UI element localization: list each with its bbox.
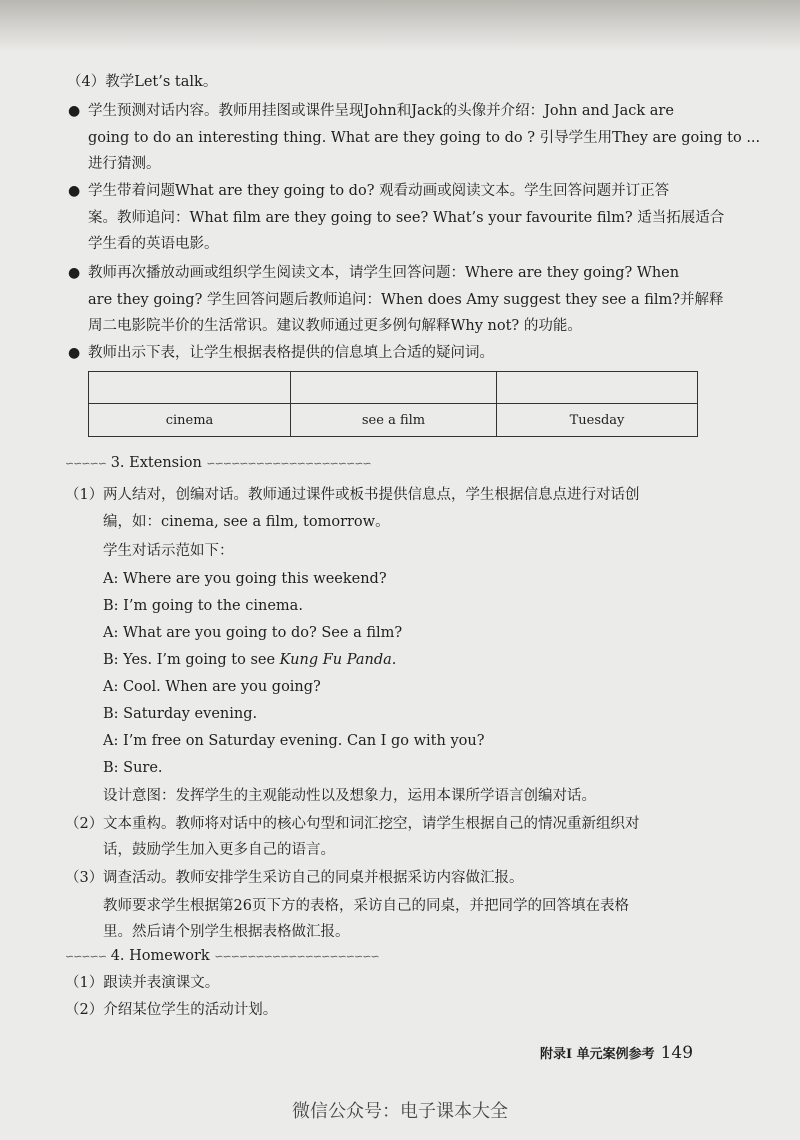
dialog-line: A: Where are you going this weekend? bbox=[103, 571, 387, 587]
item-label: （3） bbox=[65, 870, 104, 886]
bullet-line: 案。教师追问：What film are they going to see? What’s your favourite film? 适当拓展适合 bbox=[88, 210, 725, 226]
film-title: Kung Fu Panda bbox=[279, 652, 392, 668]
page-footer bbox=[540, 1043, 693, 1063]
table-cell-blank bbox=[291, 372, 497, 404]
table-cell: see a film bbox=[291, 404, 497, 436]
dialog-line: B: I’m going to the cinema. bbox=[103, 598, 303, 614]
dialog-text-end: . bbox=[391, 652, 397, 668]
page-number: 149 bbox=[660, 1043, 694, 1063]
wavy-decoration: ∽∽∽∽∽ bbox=[65, 457, 107, 470]
bullet-line: 学生带着问题What are they going to do? 观看动画或阅读文本。学生回答问题并订正答 bbox=[88, 183, 670, 199]
bullet-dot: ● bbox=[68, 265, 81, 281]
bullet-dot: ● bbox=[68, 345, 81, 361]
table-cell-blank bbox=[89, 372, 291, 404]
item-line: 调查活动。教师安排学生采访自己的同桌并根据采访内容做汇报。 bbox=[103, 870, 524, 886]
homework-item: （2）介绍某位学生的活动计划。 bbox=[65, 1002, 278, 1018]
bullet-line: 周二电影院半价的生活常识。建议教师通过更多例句解释Why not? 的功能。 bbox=[88, 318, 582, 334]
item-label: （1） bbox=[65, 487, 104, 503]
table-cell: cinema bbox=[89, 404, 291, 436]
dialog-intro: 学生对话示范如下： bbox=[103, 543, 234, 559]
wavy-decoration: ∽∽∽∽∽∽∽∽∽∽∽∽∽∽∽∽∽∽∽∽ bbox=[214, 950, 379, 963]
item-label: （2） bbox=[65, 816, 104, 832]
bullet-line: 进行猜测。 bbox=[88, 156, 161, 172]
wavy-decoration: ∽∽∽∽∽ bbox=[65, 950, 107, 963]
bullet-line: 教师再次播放动画或组织学生阅读文本，请学生回答问题：Where are they going? When bbox=[88, 265, 680, 281]
dialog-text: B: Yes. I’m going to see bbox=[103, 652, 280, 668]
footer-label: 附录Ⅰ 单元案例参考 bbox=[540, 1047, 655, 1062]
dialog-line bbox=[103, 650, 396, 670]
table-cell-blank bbox=[497, 372, 697, 404]
step4-heading: （4）教学Let’s talk。 bbox=[67, 74, 218, 90]
section-title: 3. Extension bbox=[110, 455, 202, 471]
item-line: 两人结对，创编对话。教师通过课件或板书提供信息点，学生根据信息点进行对话创 bbox=[103, 487, 640, 503]
bullet-line: 学生看的英语电影。 bbox=[88, 236, 219, 252]
dialog-line: A: Cool. When are you going? bbox=[103, 679, 321, 695]
section-heading-homework bbox=[65, 946, 379, 967]
dialog-line: B: Saturday evening. bbox=[103, 706, 258, 722]
bullet-dot: ● bbox=[68, 183, 81, 199]
item-line: 话，鼓励学生加入更多自己的语言。 bbox=[103, 842, 335, 858]
bullet-line: 教师出示下表，让学生根据表格提供的信息填上合适的疑问词。 bbox=[88, 345, 494, 361]
item-line: 编，如：cinema, see a film, tomorrow。 bbox=[103, 514, 390, 530]
wavy-decoration: ∽∽∽∽∽∽∽∽∽∽∽∽∽∽∽∽∽∽∽∽ bbox=[206, 457, 371, 470]
bullet-line: 学生预测对话内容。教师用挂图或课件呈现John和Jack的头像并介绍：John and Jack are bbox=[88, 103, 674, 119]
item-line: 教师要求学生根据第26页下方的表格，采访自己的同桌，并把同学的回答填在表格 bbox=[103, 898, 629, 914]
section-heading-extension bbox=[65, 453, 371, 474]
dialog-line: A: What are you going to do? See a film? bbox=[103, 625, 403, 641]
bullet-dot: ● bbox=[68, 103, 81, 119]
question-word-table bbox=[88, 371, 698, 437]
homework-item: （1）跟读并表演课文。 bbox=[65, 975, 220, 991]
dialog-line: B: Sure. bbox=[103, 760, 163, 776]
design-intent: 设计意图：发挥学生的主观能动性以及想象力，运用本课所学语言创编对话。 bbox=[103, 788, 596, 804]
item-line: 里。然后请个别学生根据表格做汇报。 bbox=[103, 924, 350, 940]
watermark: 微信公众号：电子课本大全 bbox=[292, 1101, 508, 1122]
section-title: 4. Homework bbox=[110, 948, 210, 964]
dialog-line: A: I’m free on Saturday evening. Can I go with you? bbox=[103, 733, 485, 749]
bullet-line: are they going? 学生回答问题后教师追问：When does Amy suggest they see a film?并解释 bbox=[88, 292, 724, 308]
item-line: 文本重构。教师将对话中的核心句型和词汇挖空，请学生根据自己的情况重新组织对 bbox=[103, 816, 640, 832]
table-cell: Tuesday bbox=[569, 412, 625, 428]
bullet-line: going to do an interesting thing. What are they going to do ? 引导学生用They are going to ... bbox=[88, 130, 761, 146]
